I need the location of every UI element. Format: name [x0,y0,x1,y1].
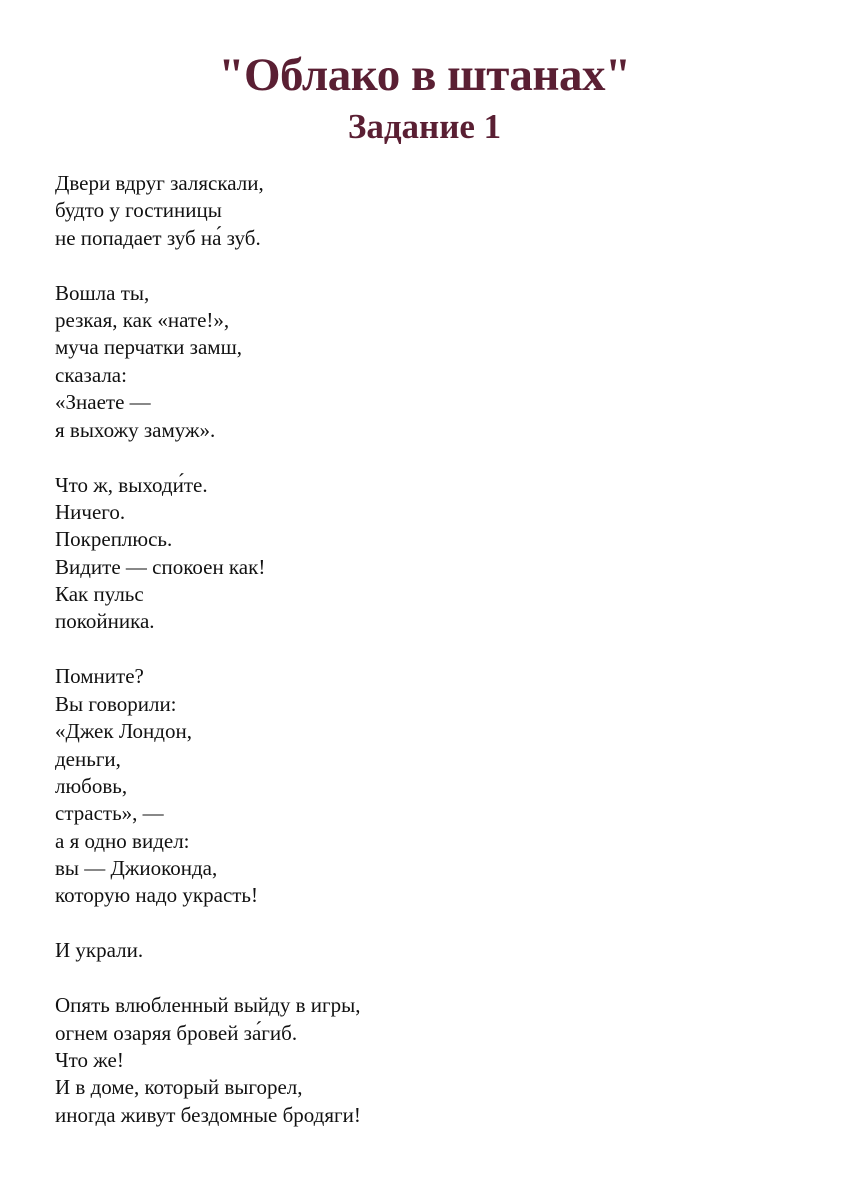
poem-line: сказала: [55,362,127,387]
stanza [55,170,795,252]
poem-line: будто у гостиницы [55,198,222,223]
stanza [55,472,795,636]
poem-line: я выхожу замуж». [55,417,216,442]
poem-line: не попадает зуб на́ зуб. [55,225,261,250]
poem-line: резкая, как «нате!», [55,308,230,333]
poem-line: иногда живут бездомные бродяги! [55,1102,361,1127]
stanza [55,280,795,444]
stanza [55,663,795,910]
poem-line: «Знаете — [55,390,151,415]
poem-line: И украли. [55,938,144,963]
poem-line: Что же! [55,1048,124,1073]
poem-line: Помните? [55,664,144,689]
poem-line: муча перчатки замш, [55,335,242,360]
poem-line: огнем озаряя бровей за́гиб. [55,1020,298,1045]
poem-line: вы — Джиоконда, [55,856,218,881]
poem-line: а я одно видел: [55,828,190,853]
stanza [55,992,795,1129]
stanza [55,937,795,964]
poem-line: Опять влюбленный выйду в игры, [55,993,361,1018]
document-title: "Облако в штанах" [218,49,631,101]
poem-line: Как пульс [55,582,144,607]
poem-text [55,170,795,1157]
poem-line: Вы говорили: [55,691,177,716]
poem-line: Ничего. [55,499,126,524]
poem-line: любовь, [55,773,128,798]
task-subtitle: Задание 1 [347,107,502,146]
poem-line: Видите — спокоен как! [55,554,266,579]
title-block [0,49,849,146]
poem-line: Покреплюсь. [55,527,173,552]
poem-line: Двери вдруг заляскали, [55,171,264,195]
poem-line: Что ж, выходи́те. [55,472,208,497]
poem-line: страсть», — [55,801,164,826]
poem-line: покойника. [55,609,155,634]
poem-line: деньги, [55,746,121,771]
poem-line: которую надо украсть! [55,883,259,908]
poem-line: И в доме, который выгорел, [55,1075,303,1100]
poem-line: «Джек Лондон, [55,719,192,744]
poem-line: Вошла ты, [55,280,150,305]
